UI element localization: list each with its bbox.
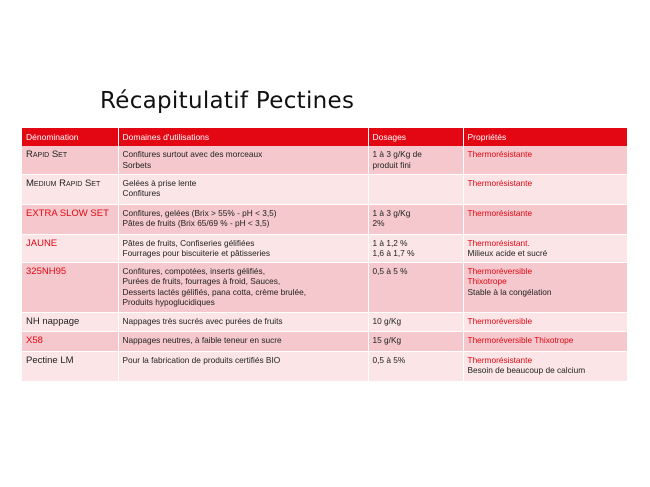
page-title: Récapitulatif Pectines — [100, 88, 355, 114]
cell-domaines — [118, 262, 368, 312]
cell-dosage-line: produit fini — [372, 159, 411, 170]
table-header-row — [22, 128, 627, 146]
cell-domaines — [118, 312, 368, 331]
cell-dosage-line: 1,6 à 1,7 % — [372, 248, 415, 258]
cell-domaines-line: Pâtes de fruits, Confiseries gélifiées — [122, 237, 255, 248]
cell-dosage — [368, 331, 463, 351]
cell-dosage — [368, 204, 463, 234]
cell-domaines-line: Confitures, compotées, inserts gélifiés, — [122, 265, 265, 276]
cell-domaines-line: Confitures — [122, 188, 161, 198]
cell-domaines — [118, 204, 368, 234]
cell-dosage — [368, 174, 463, 204]
cell-proprietes-line: Stable à la congélation — [467, 286, 552, 297]
cell-domaines-line: Fourrages pour biscuiterie et pâtisseries — [122, 248, 271, 258]
cell-dosage — [368, 146, 463, 174]
cell-domaines-line: Produits hypoglucidiques — [122, 297, 215, 307]
cell-domaines-line: Sorbets — [122, 159, 152, 170]
cell-dosage-line: 1 à 3 g/Kg de — [372, 149, 422, 159]
pectines-table — [22, 128, 628, 382]
cell-domaines — [118, 174, 368, 204]
cell-denomination: Pectine LM — [22, 351, 118, 381]
table-row — [22, 312, 627, 331]
cell-domaines — [118, 146, 368, 174]
cell-proprietes — [463, 204, 627, 234]
cell-dosage-line: 0,5 à 5% — [372, 354, 406, 365]
table-row — [22, 331, 627, 351]
table-row — [22, 204, 627, 234]
cell-proprietes-line: Thermorésistante — [467, 149, 533, 159]
cell-denomination: JAUNE — [22, 234, 118, 262]
table-body — [22, 146, 627, 381]
cell-proprietes — [463, 312, 627, 331]
cell-denomination: Rapid Set — [22, 146, 118, 174]
cell-proprietes-line: Thermoréversible Thixotrope — [467, 334, 574, 345]
cell-proprietes-line: Thermorésistante — [467, 354, 533, 365]
cell-domaines — [118, 351, 368, 381]
header-proprietes: Propriétés — [463, 128, 627, 146]
header-domaines: Domaines d'utilisations — [118, 128, 368, 146]
cell-denomination: NH nappage — [22, 312, 118, 331]
cell-dosage-line: 2% — [372, 218, 385, 228]
cell-domaines-line: Nappages très sucrés avec purées de fruits — [122, 315, 283, 326]
cell-dosage-line: 15 g/Kg — [372, 334, 402, 345]
cell-proprietes — [463, 146, 627, 174]
cell-proprietes-line: Milieux acide et sucré — [467, 248, 548, 258]
cell-denomination: 325NH95 — [22, 262, 118, 312]
cell-proprietes-line: Thermorésistante — [467, 207, 533, 218]
table-row — [22, 262, 627, 312]
cell-proprietes-line: Thermorésistant. — [467, 237, 530, 248]
cell-domaines — [118, 331, 368, 351]
cell-domaines-line: Confitures, gelées (Brix > 55% - pH < 3,5) — [122, 207, 277, 218]
cell-domaines-line: Desserts lactés gélifiés, pana cotta, crème brulée, — [122, 286, 307, 297]
cell-dosage-line: 10 g/Kg — [372, 315, 402, 326]
cell-domaines-line: Purées de fruits, fourrages à froid, Sauces, — [122, 276, 281, 286]
cell-proprietes — [463, 331, 627, 351]
cell-proprietes — [463, 351, 627, 381]
table-row — [22, 146, 627, 174]
cell-dosage-line: 0,5 à 5 % — [372, 265, 408, 276]
cell-denomination: EXTRA SLOW SET — [22, 204, 118, 234]
cell-domaines-line: Confitures surtout avec des morceaux — [122, 149, 263, 159]
cell-proprietes-line: Besoin de beaucoup de calcium — [467, 365, 586, 375]
cell-proprietes-line: Thermoréversible — [467, 265, 533, 276]
cell-proprietes — [463, 174, 627, 204]
header-dosages: Dosages — [368, 128, 463, 146]
cell-proprietes — [463, 234, 627, 262]
cell-dosage — [368, 351, 463, 381]
cell-domaines-line: Gelées à prise lente — [122, 177, 197, 188]
cell-dosage — [368, 312, 463, 331]
cell-proprietes — [463, 262, 627, 312]
cell-proprietes-line: Thermorésistante — [467, 177, 533, 188]
cell-domaines-line: Pour la fabrication de produits certifiés BIO — [122, 354, 281, 365]
cell-dosage-line: 1 à 1,2 % — [372, 237, 408, 248]
table-row — [22, 351, 627, 381]
cell-dosage — [368, 234, 463, 262]
table-row — [22, 234, 627, 262]
cell-domaines-line: Pâtes de fruits (Brix 65/69 % - pH < 3,5) — [122, 218, 270, 228]
cell-dosage — [368, 262, 463, 312]
cell-proprietes-line: Thixotrope — [467, 276, 507, 286]
cell-denomination: X58 — [22, 331, 118, 351]
cell-domaines — [118, 234, 368, 262]
cell-proprietes-line: Thermoréversible — [467, 315, 533, 326]
table-row — [22, 174, 627, 204]
cell-denomination: Medium Rapid Set — [22, 174, 118, 204]
header-denomination: Dénomination — [22, 128, 118, 146]
cell-dosage-line: 1 à 3 g/Kg — [372, 207, 411, 218]
cell-domaines-line: Nappages neutres, à faible teneur en sucre — [122, 334, 282, 345]
